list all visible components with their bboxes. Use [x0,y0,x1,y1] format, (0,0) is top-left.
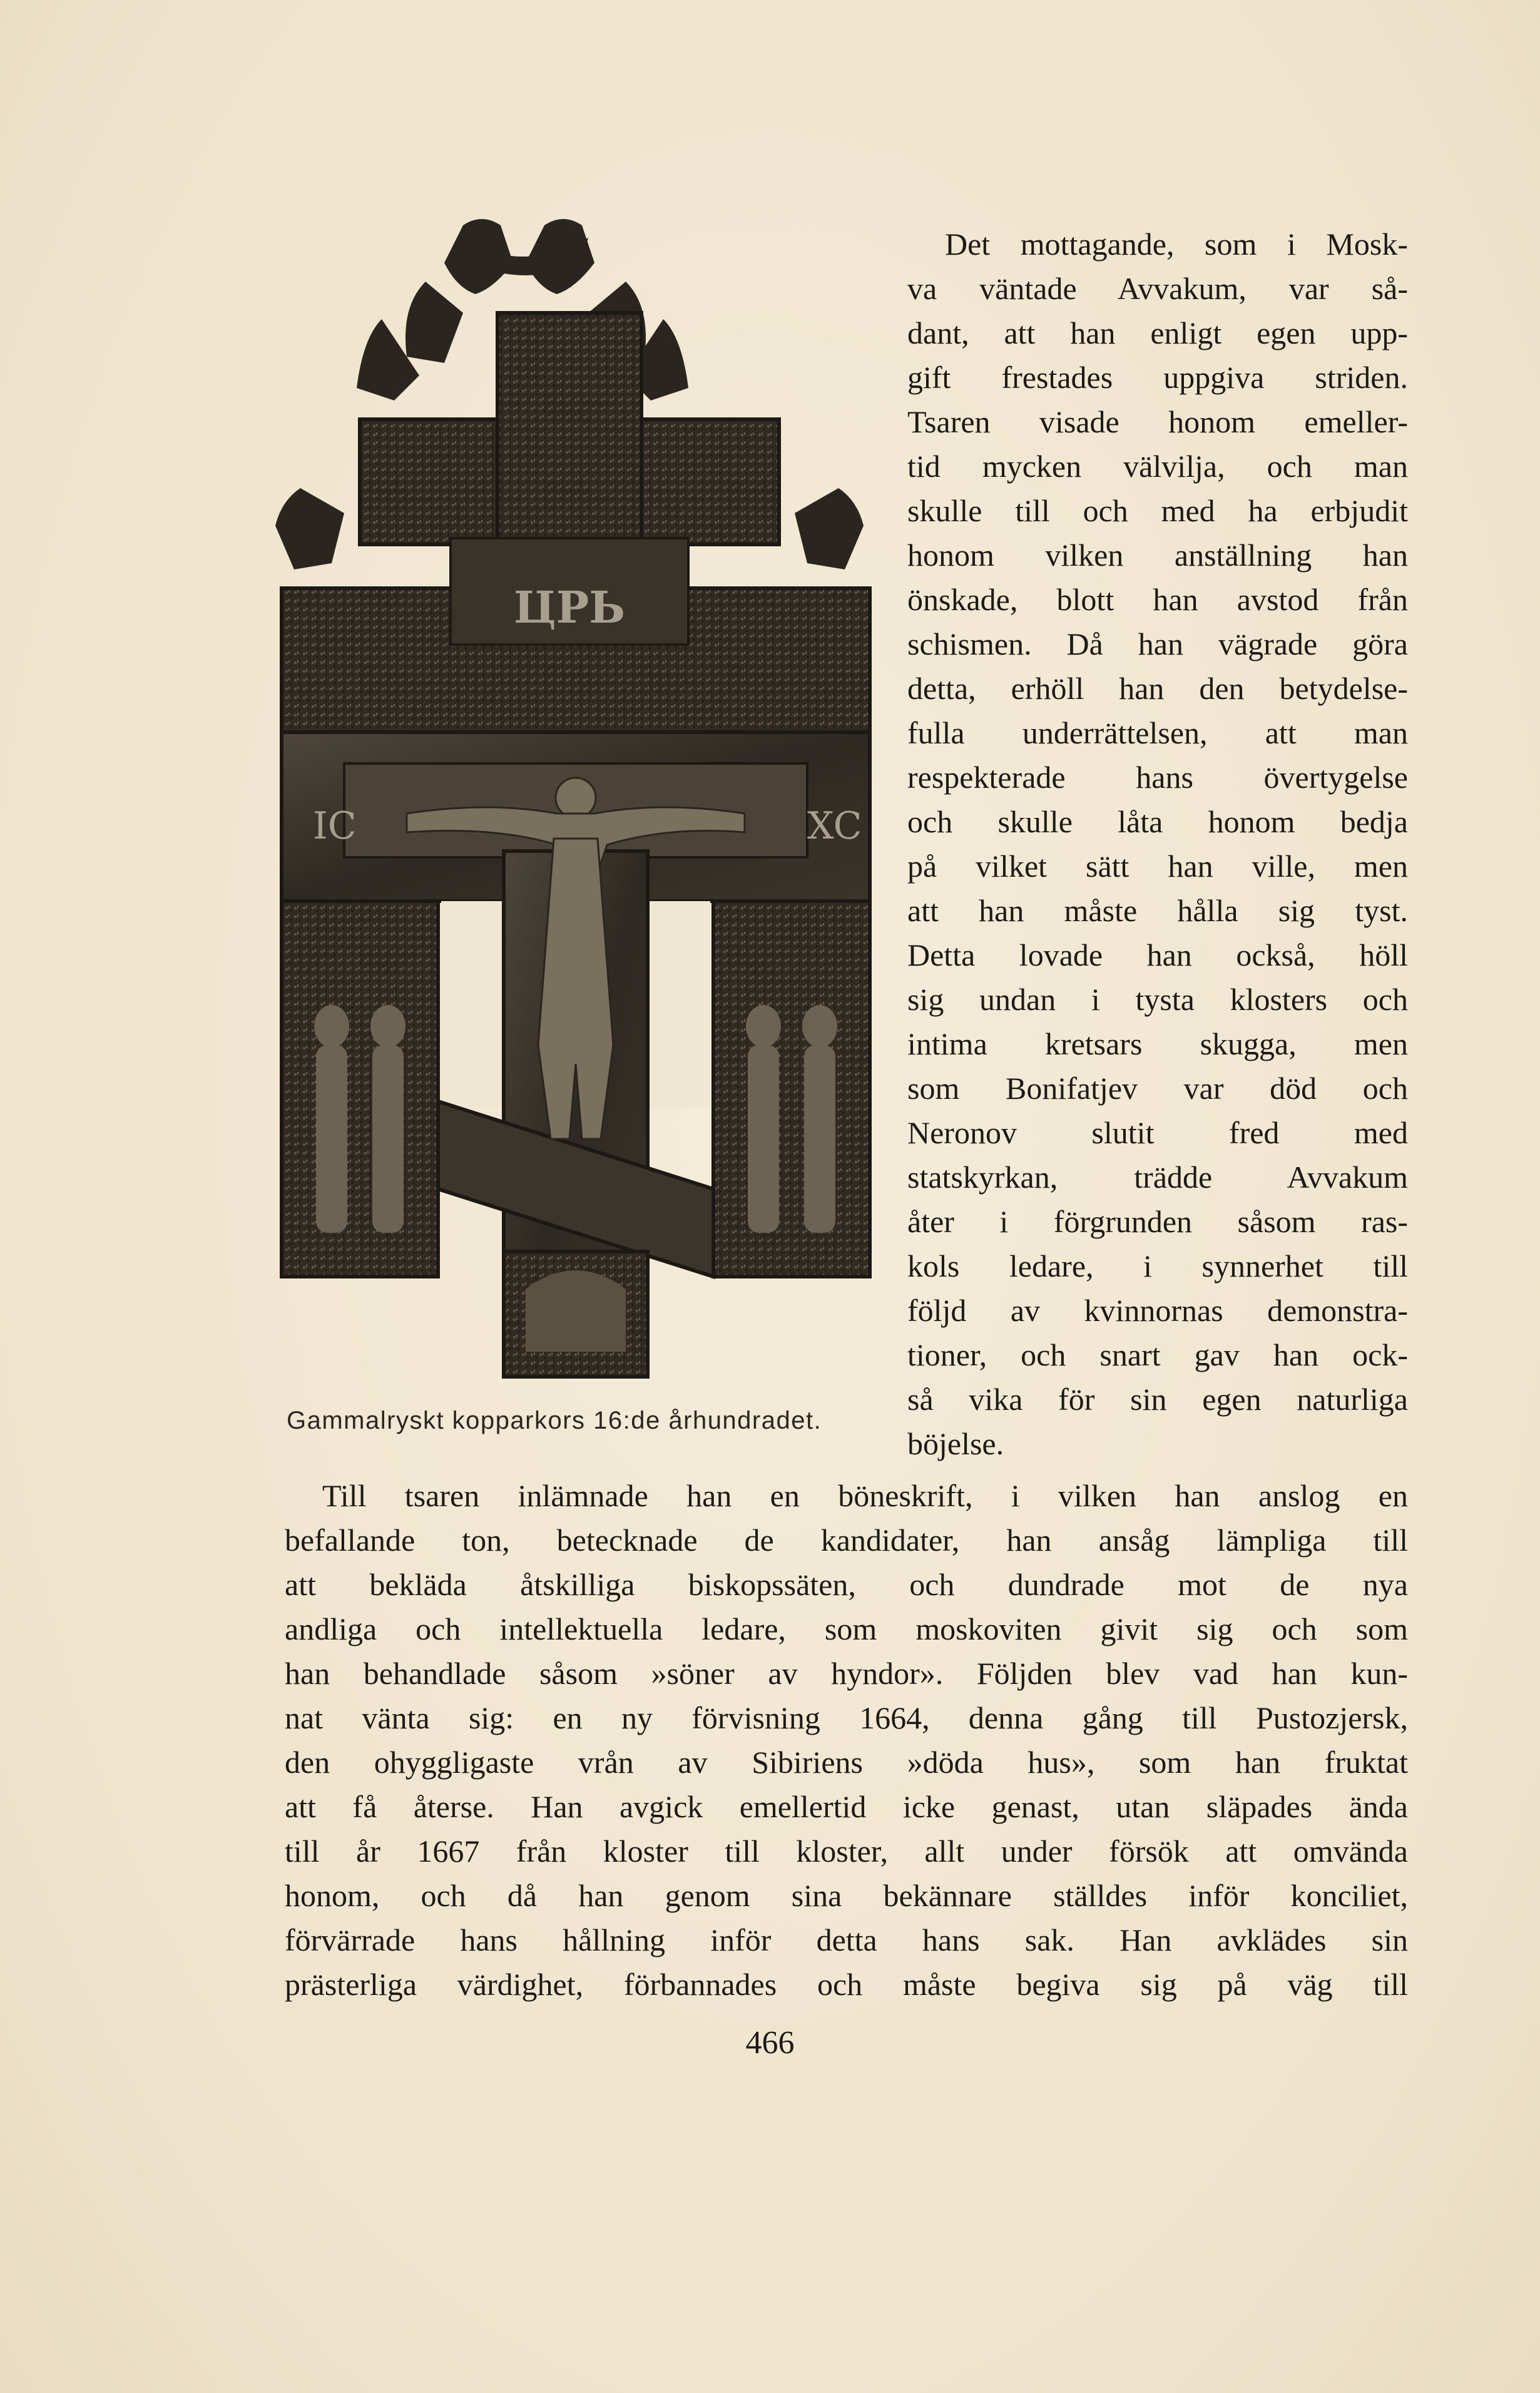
text-line: dant, att han enligt egen upp- [907,315,1408,350]
text-line: schismen. Då han vägrade göra [907,626,1408,661]
text-line: honom, och då han genom sina bekännare ställdes inför konciliet, [285,1878,1408,1913]
page-number: 466 [745,2025,795,2061]
text-line: Det mottagande, som i Mosk- [945,227,1408,262]
text-line: Tsaren visade honom emeller- [907,404,1408,439]
copper-cross-image [275,213,876,1389]
text-line: följd av kvinnornas demonstra- [907,1293,1408,1328]
text-line: böjelse. [907,1426,1004,1461]
text-line: på vilket sätt han ville, men [907,849,1408,884]
text-line: honom vilken anställning han [907,538,1408,573]
column-text [907,222,1408,1466]
lower-right-panel [713,901,870,1277]
upper-left-plaque [360,419,497,544]
text-line: Neronov slutit fred med [907,1115,1408,1150]
top-plaque [497,313,641,557]
text-line: att han måste hålla sig tyst. [907,893,1408,928]
text-line: till år 1667 från kloster till kloster, allt under försök att omvända [285,1834,1408,1869]
text-line: gift frestades uppgiva striden. [907,360,1408,395]
text-line: och skulle låta honom bedja [907,804,1408,839]
lower-left-panel [282,901,438,1277]
text-line: önskade, blott han avstod från [907,582,1408,617]
text-line: sig undan i tysta klosters och [907,982,1408,1017]
text-line: befallande ton, betecknade de kandidater, han ansåg lämpliga till [285,1523,1408,1558]
text-line: att bekläda åtskilliga biskopssäten, och dundrade mot de nya [285,1567,1408,1602]
text-line: Till tsaren inlämnade han en böneskrift, i vilken han anslog en [322,1478,1408,1513]
text-line: den ohyggligaste vrån av Sibiriens »döda hus», som han fruktat [285,1745,1408,1780]
text-line: respekterade hans övertygelse [907,760,1408,795]
text-line: tioner, och snart gav han ock- [907,1337,1408,1372]
text-line: Detta lovade han också, höll [907,937,1408,972]
text-line: kols ledare, i synnerhet till [907,1248,1408,1283]
figure-caption: Gammalryskt kopparkors 16:de århundradet. [287,1407,822,1434]
text-line: detta, erhöll han den betydelse- [907,671,1408,706]
text-line: prästerliga värdighet, förbannades och måste begiva sig på väg till [285,1967,1408,2002]
text-line: så vika för sin egen naturliga [907,1382,1408,1417]
full-width-text [285,1474,1408,2007]
text-line: va väntade Avvakum, var så- [907,271,1408,306]
text-line: åter i förgrunden såsom ras- [907,1204,1408,1239]
svg-text:IC: IC [313,804,357,848]
svg-text:ЦРЬ: ЦРЬ [513,581,626,633]
text-line: fulla underrättelsen, att man [907,715,1408,750]
cross-photograph [275,213,876,1389]
text-line: statskyrkan, trädde Avvakum [907,1160,1408,1195]
text-line: som Bonifatjev var död och [907,1071,1408,1106]
text-line: andliga och intellektuella ledare, som moskoviten givit sig och som [285,1611,1408,1646]
text-line: förvärrade hans hållning inför detta hans sak. Han avklädes sin [285,1922,1408,1957]
upper-right-plaque [641,419,779,544]
text-line: nat vänta sig: en ny förvisning 1664, denna gång till Pustozjersk, [285,1700,1408,1735]
text-line: intima kretsars skugga, men [907,1026,1408,1061]
text-line: han behandlade såsom »söner av hyndor». Följden blev vad han kun- [285,1656,1408,1691]
text-line: att få återse. Han avgick emellertid icke genast, utan släpades ända [285,1789,1408,1824]
text-line: tid mycken välvilja, och man [907,449,1408,484]
text-line: skulle till och med ha erbjudit [907,493,1408,528]
svg-text:XC: XC [807,804,862,848]
